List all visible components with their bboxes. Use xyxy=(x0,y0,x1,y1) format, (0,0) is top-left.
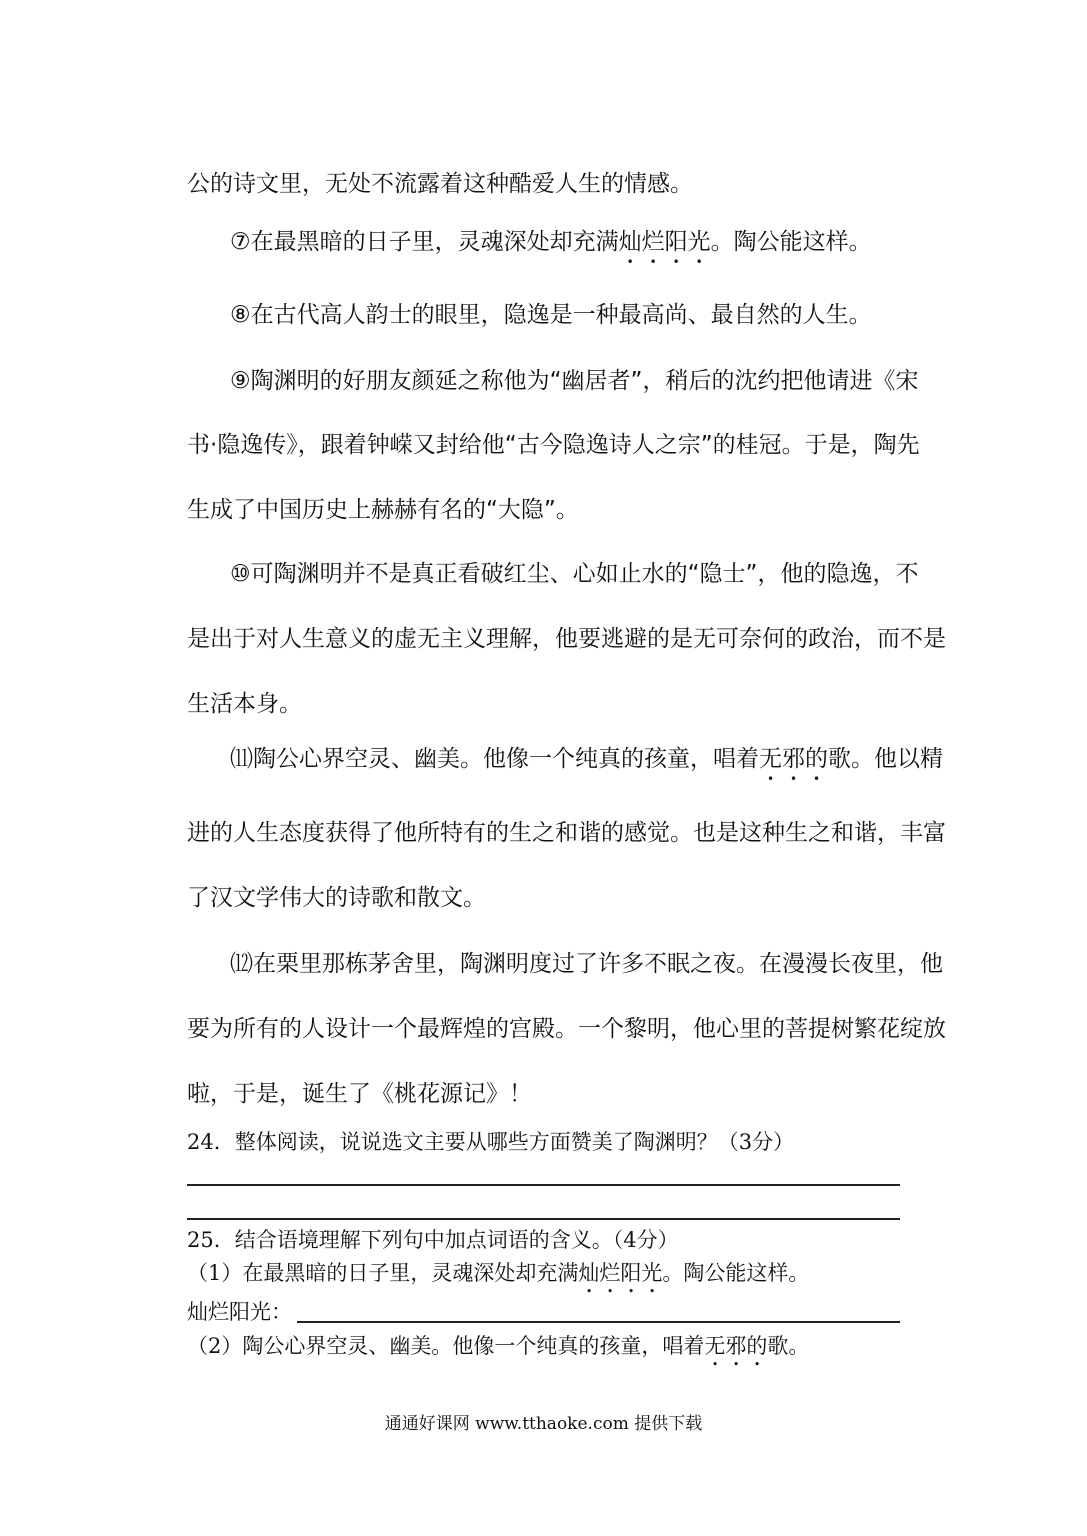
dotted-phrase: 无邪的 xyxy=(759,746,828,772)
paragraph-10-line-1: ⑩可陶渊明并不是真正看破红尘、心如止水的“隐士”，他的隐逸，不 xyxy=(230,561,919,587)
paragraph-11-line-1: ⑾陶公心界空灵、幽美。他像一个纯真的孩童，唱着无邪的歌。他以精 xyxy=(230,746,943,772)
paragraph-7: ⑦在最黑暗的日子里，灵魂深处却充满灿烂阳光。陶公能这样。 xyxy=(230,229,872,255)
paragraph-12-line-3: 啦，于是，诞生了《桃花源记》！ xyxy=(187,1081,532,1107)
paragraph-12-line-1: ⑿在栗里那栋茅舍里，陶渊明度过了许多不眠之夜。在漫漫长夜里，他 xyxy=(230,951,943,977)
dotted-phrase: 无邪的 xyxy=(704,1334,768,1358)
question-25-1: （1）在最黑暗的日子里，灵魂深处却充满灿烂阳光。陶公能这样。 xyxy=(187,1261,810,1285)
question-25: 25．结合语境理解下列句中加点词语的含义。（4分） xyxy=(187,1228,679,1252)
paragraph-10-line-3: 生活本身。 xyxy=(187,691,302,717)
page-footer: 通通好课网 www.tthaoke.com 提供下载 xyxy=(384,1414,703,1434)
paragraph-8: ⑧在古代高人韵士的眼里，隐逸是一种最高尚、最自然的人生。 xyxy=(230,302,872,328)
paragraph-12-line-2: 要为所有的人设计一个最辉煌的宫殿。一个黎明，他心里的菩提树繁花绽放 xyxy=(187,1016,946,1042)
answer-line[interactable] xyxy=(297,1321,900,1323)
dotted-phrase: 灿烂阳光 xyxy=(578,1261,663,1285)
dotted-phrase: 灿烂阳光 xyxy=(618,229,711,255)
paragraph-9-line-2: 书·隐逸传》，跟着钟嵘又封给他“古今隐逸诗人之宗”的桂冠。于是，陶先 xyxy=(187,432,920,458)
paragraph-9-line-3: 生成了中国历史上赫赫有名的“大隐”。 xyxy=(187,497,579,523)
answer-label: 灿烂阳光： xyxy=(187,1300,292,1324)
paragraph-6-end: 公的诗文里，无处不流露着这种酷爱人生的情感。 xyxy=(187,171,693,197)
question-24: 24．整体阅读，说说选文主要从哪些方面赞美了陶渊明？（3分） xyxy=(187,1130,795,1154)
paragraph-11-line-2: 进的人生态度获得了他所特有的生之和谐的感觉。也是这种生之和谐，丰富 xyxy=(187,820,946,846)
paragraph-11-line-3: 了汉文学伟大的诗歌和散文。 xyxy=(187,885,486,911)
answer-line[interactable] xyxy=(187,1218,900,1220)
paragraph-9-line-1: ⑨陶渊明的好朋友颜延之称他为“幽居者”，稍后的沈约把他请进《宋 xyxy=(230,368,919,394)
answer-line[interactable] xyxy=(187,1184,900,1186)
paragraph-10-line-2: 是出于对人生意义的虚无主义理解，他要逃避的是无可奈何的政治，而不是 xyxy=(187,626,946,652)
question-25-2: （2）陶公心界空灵、幽美。他像一个纯真的孩童，唱着无邪的歌。 xyxy=(187,1334,810,1358)
